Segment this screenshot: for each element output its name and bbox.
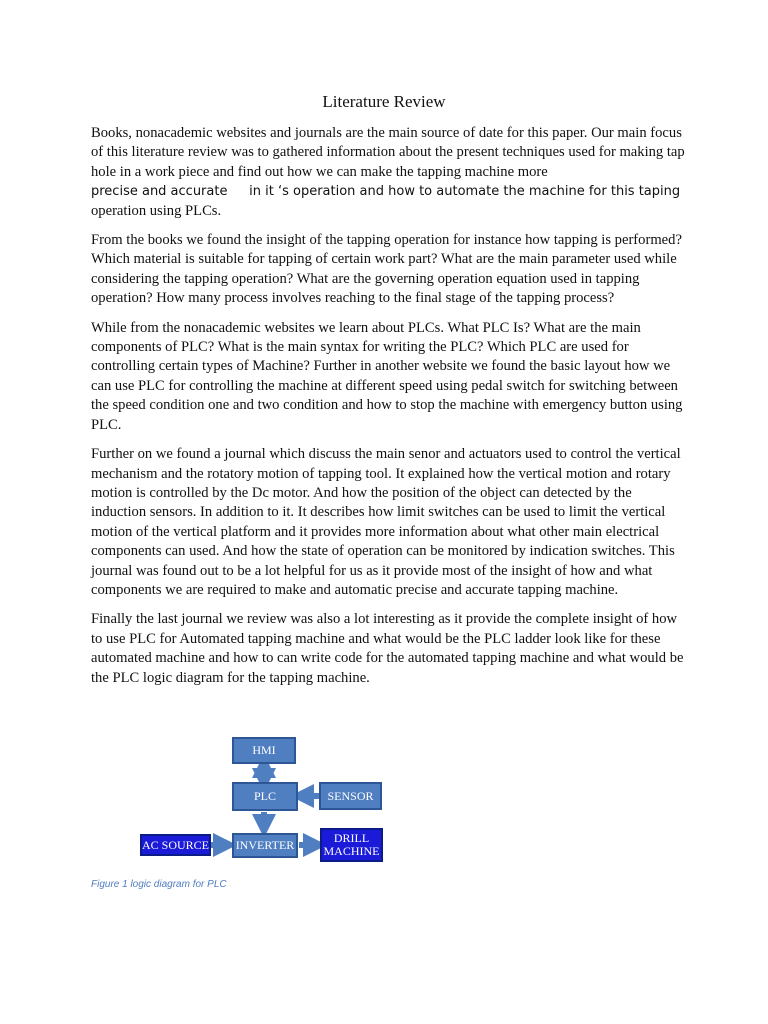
paragraph-4: Further on we found a journal which discuss the main senor and actuators used to control the vertical mechanism and the rotatory motion of tapping tool. It explained how the vertical motion and rotary motion is controlled by the Dc motor. And how the position of the object can detected by the induction sensors. In addition to it. It describes how limit switches can be used to limit the vertical motion of the vertical platform and it provides more information about what other main electrical components can used. And how the state of operation can be monitored by indication switches. This journal was found out to be a lot helpful for us as it provide most of the insight of how and what components we are required to make and automatic precise and accurate tapping machine. bbox=[91, 446, 681, 598]
paragraph-1-end bbox=[91, 202, 687, 221]
paragraph-1-end-text: operation using PLCs. bbox=[91, 202, 222, 219]
paragraph-1-phrase: precise and accurate bbox=[91, 184, 228, 200]
paragraph-1-line4 bbox=[91, 182, 687, 201]
paragraph-1-text: Books, nonacademic websites and journals are the main source of date for this paper. Our main focus of this literature review was to gathered information about the present techniques used for making tap hole in a work piece and find out how we can make the tapping machine more bbox=[91, 125, 685, 180]
drill-label-line2: MACHINE bbox=[323, 844, 380, 858]
figure-caption: Figure 1 logic diagram for PLC bbox=[91, 879, 227, 890]
drill-label-line1: DRILL bbox=[333, 831, 370, 845]
ac-source-box: AC SOURCE bbox=[140, 834, 211, 856]
plc-box: PLC bbox=[232, 782, 298, 811]
page-title: Literature Review bbox=[322, 92, 446, 111]
paragraph-5: Finally the last journal we review was also a lot interesting as it provide the complete insight of how to use PLC for Automated tapping machine and what would be the PLC ladder look like for these automated machine and how to can write code for the automated tapping machine and what would be the PLC logic diagram for the tapping machine. bbox=[91, 611, 684, 686]
paragraph-3: While from the nonacademic websites we learn about PLCs. What PLC Is? What are the main components of PLC? What is the main syntax for writing the PLC? Which PLC are used for controlling certain types of Machine? Further in another website we found the basic layout how we can use PLC for controlling the machine at different speed using pedal switch for switching between the speed condition one and two condition and how to stop the machine with emergency button using PLC. bbox=[91, 319, 683, 433]
hmi-box: HMI bbox=[232, 737, 296, 764]
document-body bbox=[91, 124, 687, 698]
paragraph-2: From the books we found the insight of the tapping operation for instance how tapping is performed? Which material is suitable for tapping of certain work part? What are the main parameter used while considering the tapping operation? What are the governing operation equation used in tapping operation? How many process involves reaching to the final stage of the tapping process? bbox=[91, 232, 682, 307]
drill-machine-box bbox=[320, 828, 383, 862]
sensor-box: SENSOR bbox=[319, 782, 382, 810]
inverter-box: INVERTER bbox=[232, 833, 298, 858]
paragraph-1-phrase-2: in it ‘s operation and how to automate the machine for this taping bbox=[249, 184, 681, 200]
paragraph-1 bbox=[91, 124, 687, 182]
